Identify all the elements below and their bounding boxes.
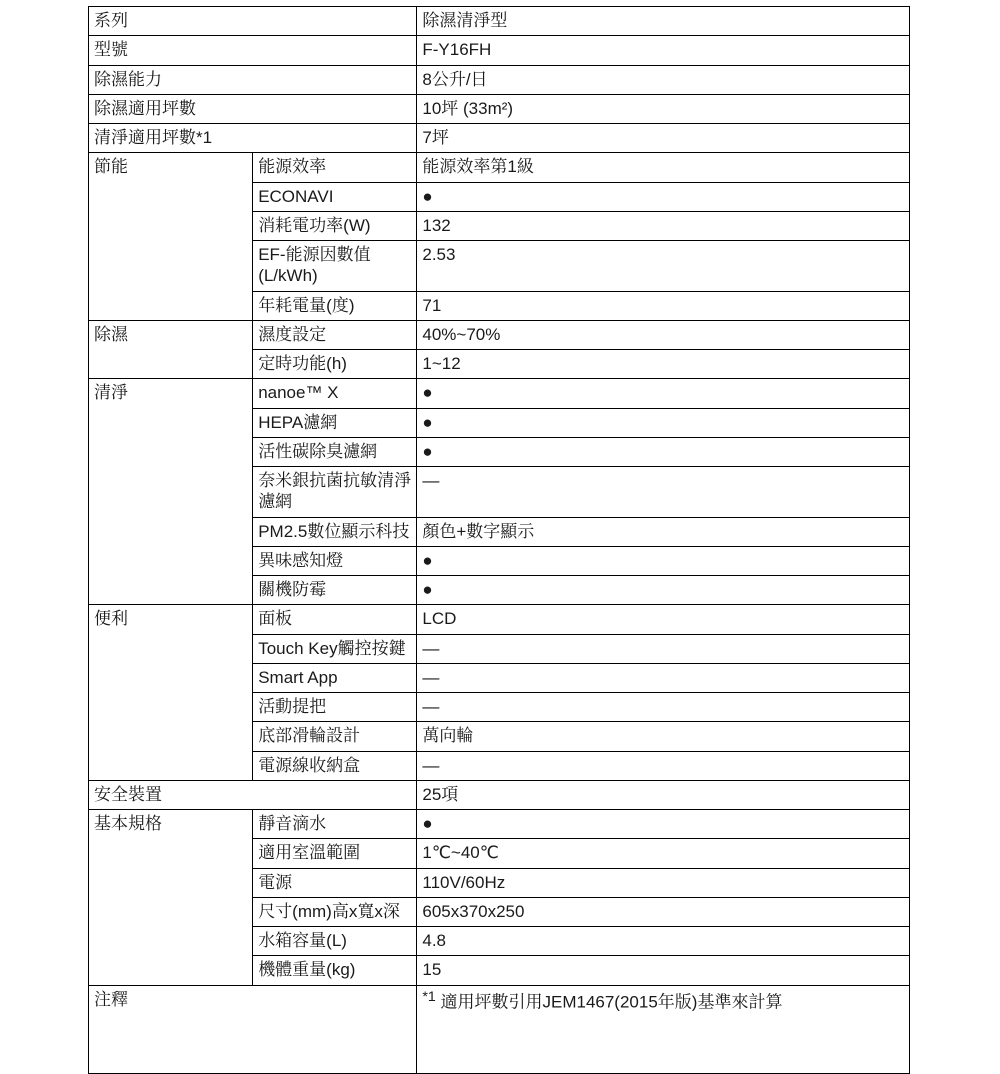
item-label: 尺寸(mm)高x寬x深 — [253, 897, 417, 926]
footnote-text: 適用坪數引用JEM1467(2015年版)基準來計算 — [435, 992, 783, 1012]
table-row — [89, 124, 910, 153]
item-value: ● — [417, 576, 910, 605]
item-label: ECONAVI — [253, 182, 417, 211]
row-label: 清淨適用坪數*1 — [89, 124, 417, 153]
item-value: ● — [417, 408, 910, 437]
item-value: ● — [417, 182, 910, 211]
item-value: — — [417, 693, 910, 722]
table-row — [89, 320, 910, 349]
item-label: PM2.5數位顯示科技 — [253, 517, 417, 546]
item-label: 機體重量(kg) — [253, 956, 417, 985]
item-label: 適用室溫範圍 — [253, 839, 417, 868]
table-row — [89, 985, 910, 1073]
row-value — [417, 985, 910, 1073]
item-label: Touch Key觸控按鍵 — [253, 634, 417, 663]
item-value: 605x370x250 — [417, 897, 910, 926]
item-value: 1~12 — [417, 350, 910, 379]
group-label: 便利 — [89, 605, 253, 781]
item-label: 異味感知燈 — [253, 546, 417, 575]
table-row — [89, 780, 910, 809]
table-row — [89, 153, 910, 182]
row-value: 7坪 — [417, 124, 910, 153]
table-row — [89, 94, 910, 123]
item-value: 110V/60Hz — [417, 868, 910, 897]
item-label: 靜音滴水 — [253, 810, 417, 839]
group-label: 除濕 — [89, 320, 253, 379]
item-value: 71 — [417, 291, 910, 320]
item-value: 1℃~40℃ — [417, 839, 910, 868]
item-label: 濕度設定 — [253, 320, 417, 349]
item-label: Smart App — [253, 663, 417, 692]
item-value: ● — [417, 810, 910, 839]
row-value: F-Y16FH — [417, 36, 910, 65]
row-label: 安全裝置 — [89, 780, 417, 809]
item-label: 活性碳除臭濾網 — [253, 437, 417, 466]
footnote-marker: *1 — [422, 988, 436, 1005]
item-label: 底部滑輪設計 — [253, 722, 417, 751]
item-value: — — [417, 467, 910, 518]
item-label: 年耗電量(度) — [253, 291, 417, 320]
item-value: 132 — [417, 211, 910, 240]
row-label: 型號 — [89, 36, 417, 65]
item-label: EF-能源因數值(L/kWh) — [253, 241, 417, 292]
item-label: 活動提把 — [253, 693, 417, 722]
item-value: 能源效率第1級 — [417, 153, 910, 182]
item-value: 萬向輪 — [417, 722, 910, 751]
table-row — [89, 379, 910, 408]
table-row — [89, 65, 910, 94]
row-value: 25項 — [417, 780, 910, 809]
row-value: 10坪 (33m²) — [417, 94, 910, 123]
item-label: 定時功能(h) — [253, 350, 417, 379]
item-value: 15 — [417, 956, 910, 985]
group-label: 基本規格 — [89, 810, 253, 986]
row-label: 除濕能力 — [89, 65, 417, 94]
item-value: 4.8 — [417, 927, 910, 956]
item-label: 能源效率 — [253, 153, 417, 182]
row-value: 8公升/日 — [417, 65, 910, 94]
row-label: 除濕適用坪數 — [89, 94, 417, 123]
item-label: 消耗電功率(W) — [253, 211, 417, 240]
table-row — [89, 605, 910, 634]
item-value: — — [417, 663, 910, 692]
item-value: 40%~70% — [417, 320, 910, 349]
row-label: 注釋 — [89, 985, 417, 1073]
group-label: 節能 — [89, 153, 253, 321]
item-value: LCD — [417, 605, 910, 634]
item-label: 電源 — [253, 868, 417, 897]
item-label: HEPA濾網 — [253, 408, 417, 437]
item-label: 奈米銀抗菌抗敏清淨濾網 — [253, 467, 417, 518]
table-row — [89, 810, 910, 839]
item-value: ● — [417, 546, 910, 575]
item-value: — — [417, 751, 910, 780]
row-label: 系列 — [89, 7, 417, 36]
item-value: — — [417, 634, 910, 663]
item-label: 水箱容量(L) — [253, 927, 417, 956]
item-value: 2.53 — [417, 241, 910, 292]
table-row — [89, 7, 910, 36]
item-label: 關機防霉 — [253, 576, 417, 605]
table-row — [89, 36, 910, 65]
item-label: nanoe™ X — [253, 379, 417, 408]
item-label: 面板 — [253, 605, 417, 634]
item-value: 顏色+數字顯示 — [417, 517, 910, 546]
item-value: ● — [417, 379, 910, 408]
item-label: 電源線收納盒 — [253, 751, 417, 780]
group-label: 清淨 — [89, 379, 253, 605]
specification-table — [88, 6, 910, 1074]
item-value: ● — [417, 437, 910, 466]
row-value: 除濕清淨型 — [417, 7, 910, 36]
